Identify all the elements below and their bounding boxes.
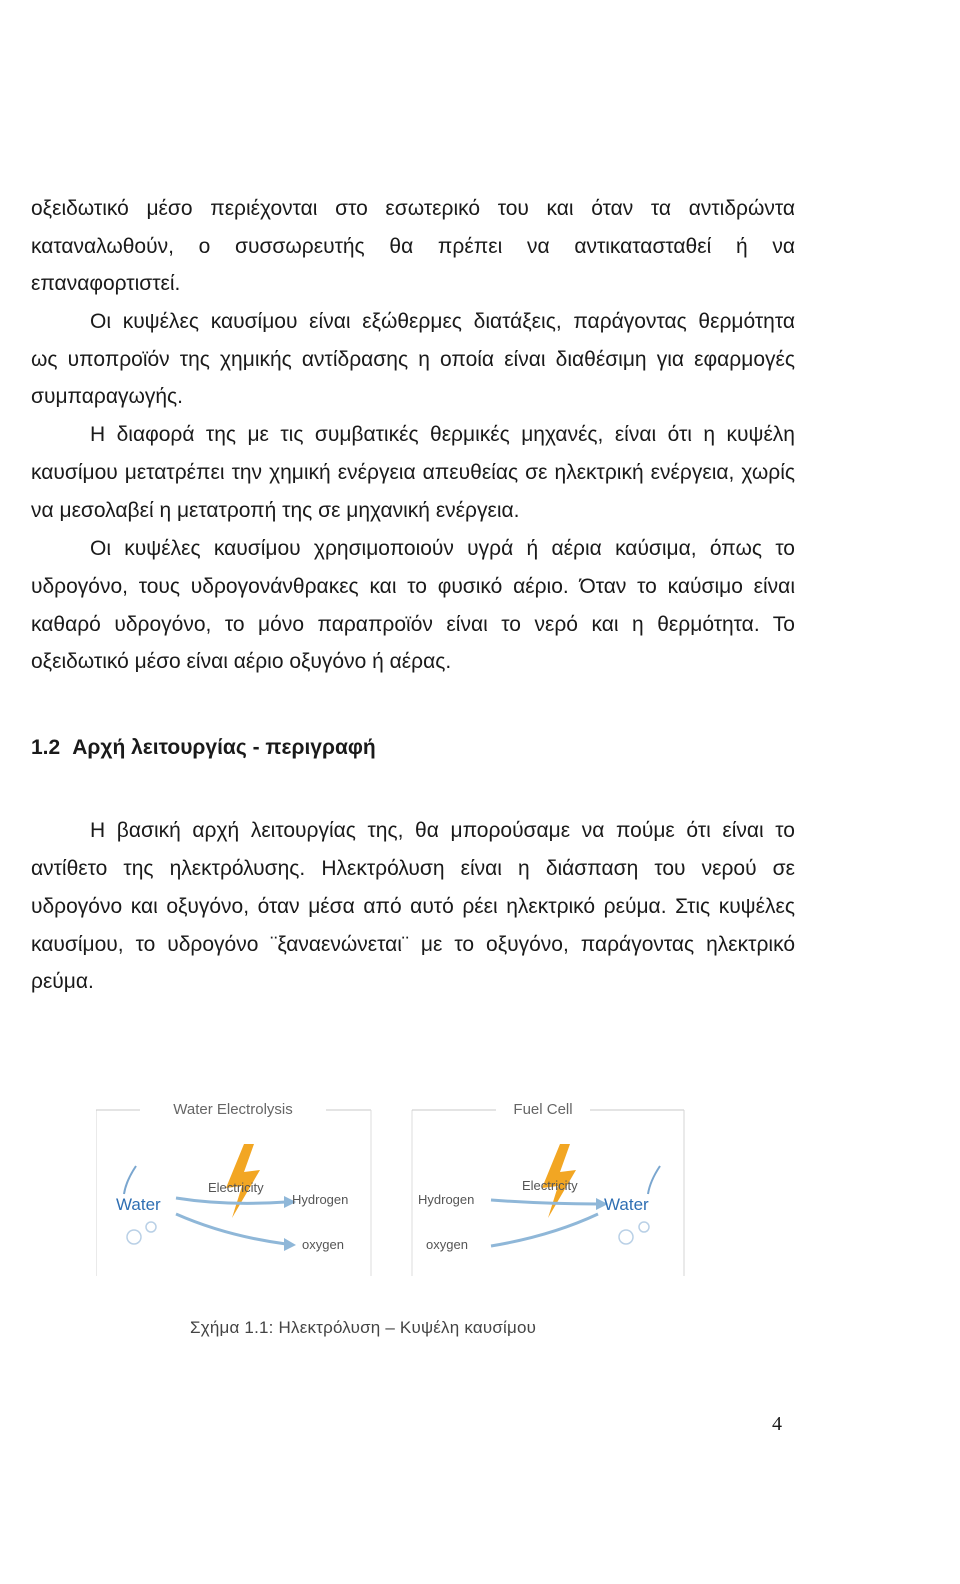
p1-line-2: καταναλωθούν, ο συσσωρευτής θα πρέπει να αντικατασταθεί ή να bbox=[31, 235, 795, 258]
water-splash-icon bbox=[124, 1166, 136, 1194]
left-hydrogen-label: Hydrogen bbox=[292, 1192, 349, 1207]
left-oxygen-label: oxygen bbox=[302, 1237, 344, 1252]
arrowhead-icon bbox=[284, 1238, 296, 1251]
p1-line-3: επαναφορτιστεί. bbox=[31, 272, 181, 295]
p4-line-2: υδρογόνο, τους υδρογονάνθρακες και το φυσικό αέριο. Όταν το καύσιμο είναι bbox=[31, 575, 795, 598]
p5-line-3: υδρογόνο και οξυγόνο, όταν μέσα από αυτό ρέει ηλεκτρικό ρεύμα. Στις κυψέλες bbox=[31, 895, 795, 918]
right-oxygen-label: oxygen bbox=[426, 1237, 468, 1252]
p5-line-2: αντίθετο της ηλεκτρόλυσης. Ηλεκτρόλυση είναι η διάσπαση του νερού σε bbox=[31, 857, 795, 880]
bubble-icon bbox=[619, 1230, 633, 1244]
p2-line-3: συμπαραγωγής. bbox=[31, 385, 183, 408]
left-panel bbox=[96, 1101, 371, 1276]
section-heading bbox=[31, 736, 376, 760]
section-title: Αρχή λειτουργίας - περιγραφή bbox=[72, 736, 376, 759]
water-splash-icon bbox=[648, 1166, 660, 1194]
p3-line-1: Η διαφορά της με τις συμβατικές θερμικές μηχανές, είναι ότι η κυψέλη bbox=[90, 423, 795, 446]
bubble-icon bbox=[127, 1230, 141, 1244]
right-hydrogen-label: Hydrogen bbox=[418, 1192, 475, 1207]
p5-line-5: ρεύμα. bbox=[31, 970, 94, 993]
p5-line-4: καυσίμου, το υδρογόνο ¨ξαναενώνεται¨ με το οξυγόνο, παράγοντας ηλεκτρικό bbox=[31, 933, 795, 956]
p5-line-1: Η βασική αρχή λειτουργίας της, θα μπορούσαμε να πούμε ότι είναι το bbox=[90, 819, 795, 842]
page-number: 4 bbox=[772, 1413, 782, 1435]
bubble-icon bbox=[146, 1222, 156, 1232]
bubble-icon bbox=[639, 1222, 649, 1232]
left-electricity-label: Electricity bbox=[208, 1180, 264, 1195]
p2-line-2: ως υποπροϊόν της χημικής αντίδρασης η οποία είναι διαθέσιμη για εφαρμογές bbox=[31, 348, 795, 371]
p3-line-2: καυσίμου μετατρέπει την χημική ενέργεια απευθείας σε ηλεκτρική ενέργεια, χωρίς bbox=[31, 461, 795, 484]
p3-line-3: να μεσολαβεί η μετατροπή της σε μηχανική ενέργεια. bbox=[31, 499, 520, 522]
right-panel-title: Fuel Cell bbox=[513, 1101, 573, 1118]
hydrogen-arrow-icon bbox=[176, 1198, 286, 1203]
p2-line-1: Οι κυψέλες καυσίμου είναι εξώθερμες διατάξεις, παράγοντας θερμότητα bbox=[90, 310, 795, 333]
figure-caption: Σχήμα 1.1: Ηλεκτρόλυση – Κυψέλη καυσίμου bbox=[190, 1318, 537, 1337]
p4-line-3: καθαρό υδρογόνο, το μόνο παραπροϊόν είναι το νερό και η θερμότητα. Το bbox=[31, 613, 795, 636]
section-number: 1.2 bbox=[31, 736, 61, 759]
left-water-label: Water bbox=[116, 1195, 161, 1214]
right-electricity-label: Electricity bbox=[522, 1178, 578, 1193]
left-panel-title: Water Electrolysis bbox=[173, 1101, 293, 1118]
p4-line-1: Οι κυψέλες καυσίμου χρησιμοποιούν υγρά ή αέρια καύσιμα, όπως το bbox=[90, 537, 795, 560]
oxygen-arrow-icon bbox=[491, 1214, 598, 1246]
p1-line-1: οξειδωτικό μέσο περιέχονται στο εσωτερικό του και όταν τα αντιδρώντα bbox=[31, 197, 795, 220]
p4-line-4: οξειδωτικό μέσο είναι αέριο οξυγόνο ή αέρας. bbox=[31, 650, 452, 673]
electrolysis-fuel-cell-figure bbox=[96, 1086, 696, 1276]
right-panel bbox=[412, 1101, 684, 1276]
right-water-label: Water bbox=[604, 1195, 649, 1214]
hydrogen-arrow-icon bbox=[491, 1200, 598, 1204]
oxygen-arrow-icon bbox=[176, 1214, 286, 1244]
